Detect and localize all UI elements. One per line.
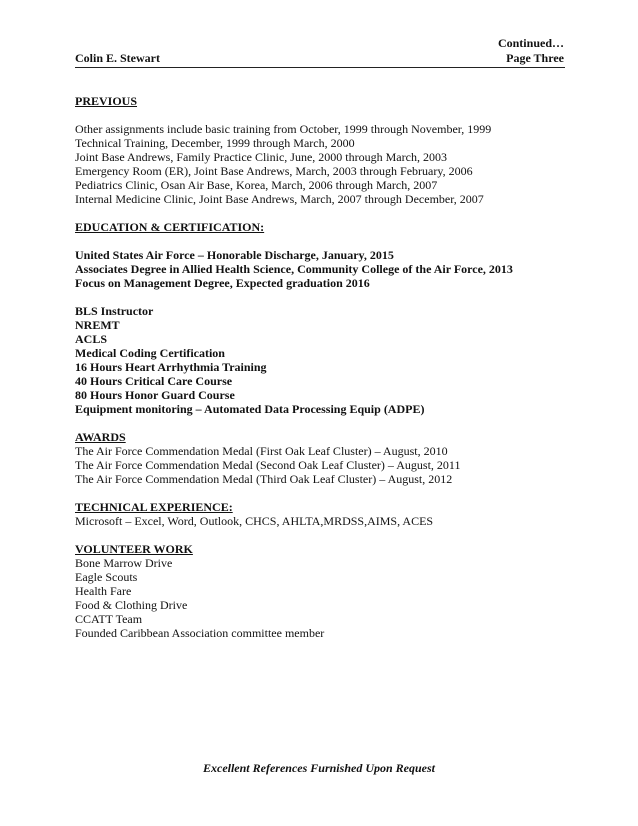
section-title-awards: AWARDS (75, 430, 126, 444)
technical-section (75, 500, 565, 528)
previous-line: Internal Medicine Clinic, Joint Base Andrews, March, 2007 through December, 2007 (75, 192, 484, 206)
award-line: The Air Force Commendation Medal (Second Oak Leaf Cluster) – August, 2011 (75, 458, 461, 472)
previous-line: Joint Base Andrews, Family Practice Clinic, June, 2000 through March, 2003 (75, 150, 447, 164)
spacer (75, 290, 565, 304)
award-line: The Air Force Commendation Medal (Third Oak Leaf Cluster) – August, 2012 (75, 472, 453, 486)
awards-section (75, 430, 565, 486)
certification-line: 80 Hours Honor Guard Course (75, 388, 235, 402)
degree-line: Focus on Management Degree, Expected graduation 2016 (75, 276, 370, 290)
previous-line: Pediatrics Clinic, Osan Air Base, Korea, March, 2006 through March, 2007 (75, 178, 438, 192)
previous-line: Technical Training, December, 1999 through March, 2000 (75, 136, 355, 150)
spacer (75, 108, 565, 122)
degree-line: Associates Degree in Allied Health Science, Community College of the Air Force, 2013 (75, 262, 513, 276)
volunteer-line: Health Fare (75, 584, 132, 598)
footer-note: Excellent References Furnished Upon Request (202, 761, 435, 775)
volunteer-line: Eagle Scouts (75, 570, 138, 584)
continued-label: Continued… (497, 36, 564, 50)
certification-line: ACLS (75, 332, 108, 346)
degree-line: United States Air Force – Honorable Discharge, January, 2015 (75, 248, 394, 262)
education-section (75, 220, 565, 416)
certification-line: NREMT (75, 318, 120, 332)
previous-section (75, 94, 565, 206)
volunteer-line: Founded Caribbean Association committee member (75, 626, 325, 640)
header-divider (75, 67, 565, 68)
award-line: The Air Force Commendation Medal (First Oak Leaf Cluster) – August, 2010 (75, 444, 448, 458)
page-header-right (498, 36, 564, 66)
previous-line: Emergency Room (ER), Joint Base Andrews, March, 2003 through February, 2006 (75, 164, 473, 178)
resume-content (75, 94, 565, 654)
certification-line: Medical Coding Certification (75, 346, 225, 360)
technical-line: Microsoft – Excel, Word, Outlook, CHCS, AHLTA,MRDSS,AIMS, ACES (75, 514, 434, 528)
certification-line: 16 Hours Heart Arrhythmia Training (75, 360, 267, 374)
volunteer-line: Food & Clothing Drive (75, 598, 188, 612)
volunteer-section (75, 542, 565, 640)
section-title-volunteer: VOLUNTEER WORK (75, 542, 193, 556)
volunteer-line: Bone Marrow Drive (75, 556, 173, 570)
volunteer-line: CCATT Team (75, 612, 143, 626)
spacer (75, 234, 565, 248)
previous-line: Other assignments include basic training from October, 1999 through November, 1999 (75, 122, 492, 136)
certification-line: Equipment monitoring – Automated Data Processing Equip (ADPE) (75, 402, 425, 416)
page-number: Page Three (506, 51, 564, 65)
certification-line: BLS Instructor (75, 304, 154, 318)
certification-line: 40 Hours Critical Care Course (75, 374, 233, 388)
section-title-technical: TECHNICAL EXPERIENCE: (75, 500, 233, 514)
section-title-education: EDUCATION & CERTIFICATION: (75, 220, 265, 234)
section-title-previous: PREVIOUS (75, 94, 138, 108)
candidate-name: Colin E. Stewart (75, 51, 160, 65)
